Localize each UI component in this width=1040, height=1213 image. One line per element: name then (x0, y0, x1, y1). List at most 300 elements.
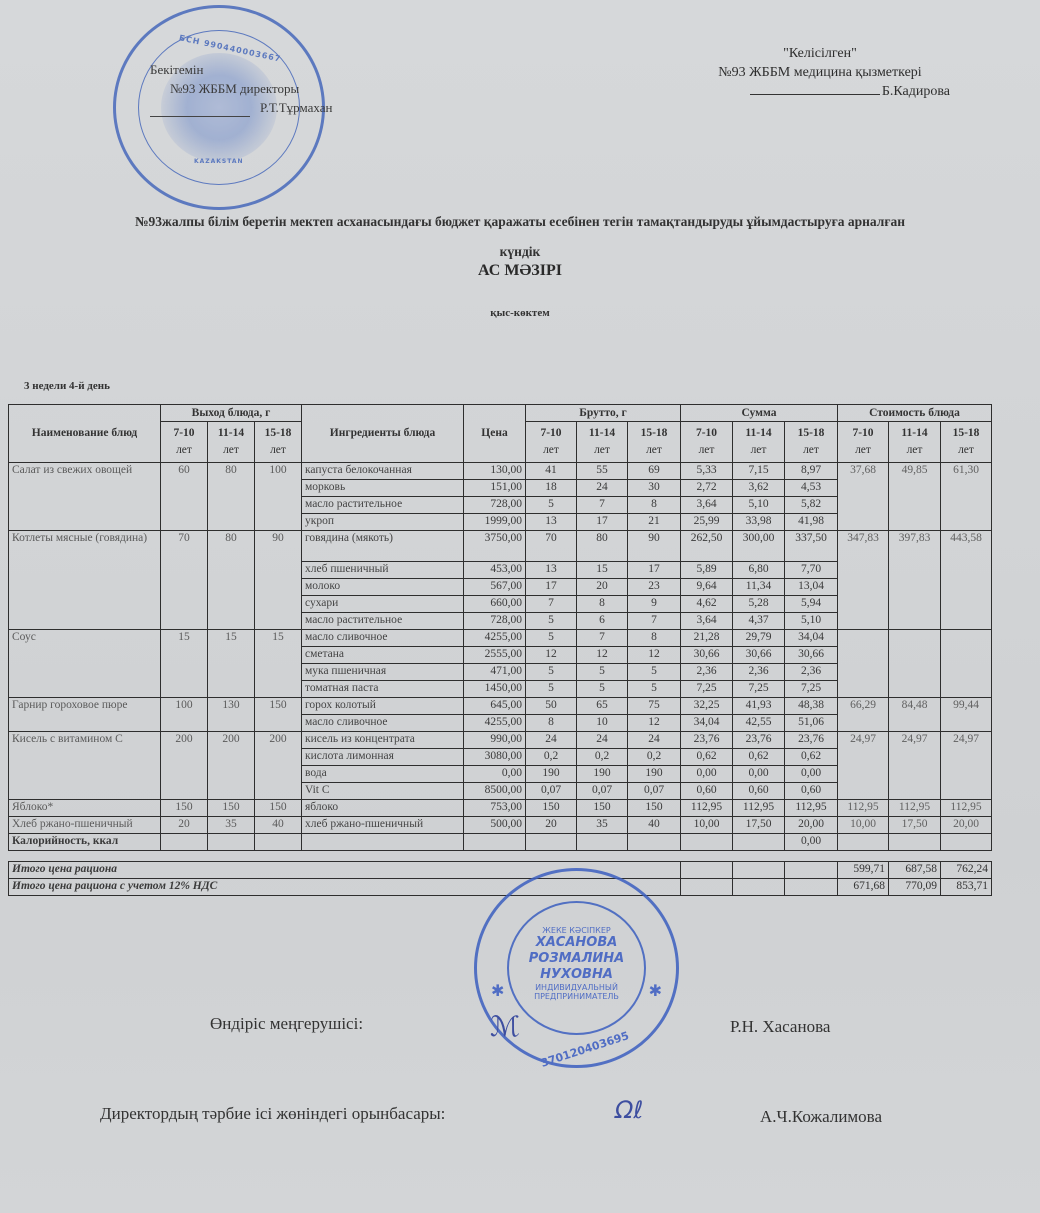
empty-cell (526, 834, 577, 851)
table-row (9, 800, 992, 817)
stamp-ip-line1: ЖЕКЕ КӘСІПКЕР (542, 926, 611, 935)
ingredient-name: капуста белокочанная (302, 463, 464, 480)
empty-cell (208, 834, 255, 851)
total-value: 599,71 (838, 862, 889, 879)
agreed-name: Б.Кадирова (881, 84, 950, 99)
age-group-header: 7-10 лет (526, 422, 577, 463)
age-group-header: 11-14 лет (577, 422, 628, 463)
ingredient-brutto: 13 (526, 514, 577, 531)
ingredient-brutto: 7 (628, 613, 681, 630)
ingredient-sum: 23,76 (733, 732, 785, 749)
ingredient-brutto: 90 (628, 531, 681, 562)
age-group-header: 15-18 лет (941, 422, 992, 463)
ingredient-brutto: 5 (526, 630, 577, 647)
ingredient-brutto: 30 (628, 480, 681, 497)
ingredient-name: укроп (302, 514, 464, 531)
ingredient-sum: 0,60 (733, 783, 785, 800)
ingredient-sum: 17,50 (733, 817, 785, 834)
total-label: Итого цена рациона (9, 862, 681, 879)
ingredient-brutto: 6 (577, 613, 628, 630)
ingredient-name: масло растительное (302, 613, 464, 630)
dish-cost: 347,83 (838, 531, 889, 630)
ingredient-brutto: 0,07 (628, 783, 681, 800)
ingredient-brutto: 5 (526, 497, 577, 514)
ingredient-brutto: 23 (628, 579, 681, 596)
ingredient-brutto: 12 (526, 647, 577, 664)
ingredient-brutto: 0,2 (628, 749, 681, 766)
ingredient-sum: 41,93 (733, 698, 785, 715)
ingredient-brutto: 0,07 (526, 783, 577, 800)
dish-yield: 130 (208, 698, 255, 732)
ingredient-name: сметана (302, 647, 464, 664)
ingredient-sum: 3,62 (733, 480, 785, 497)
dish-yield: 40 (255, 817, 302, 834)
ingredient-price: 3080,00 (464, 749, 526, 766)
ingredient-brutto: 0,2 (577, 749, 628, 766)
total-value: 762,24 (941, 862, 992, 879)
ingredient-brutto: 0,07 (577, 783, 628, 800)
ingredient-price: 990,00 (464, 732, 526, 749)
dish-yield: 70 (161, 531, 208, 630)
empty-cell (577, 834, 628, 851)
dish-cost: 24,97 (838, 732, 889, 800)
dish-cost: 112,95 (941, 800, 992, 817)
stamp-ip-line6: ПРЕДПРИНИМАТЕЛЬ (534, 992, 619, 1001)
empty-cell (733, 834, 785, 851)
empty-cell (255, 834, 302, 851)
table-row (9, 698, 992, 715)
stamp-bin: БСН 990440003667 (178, 33, 283, 64)
ingredient-sum: 23,76 (681, 732, 733, 749)
ingredient-sum: 51,06 (785, 715, 838, 732)
dish-name: Салат из свежих овощей (9, 463, 161, 531)
age-group-header: 7-10 лет (838, 422, 889, 463)
empty-cell (733, 862, 785, 879)
ingredient-sum: 300,00 (733, 531, 785, 562)
ingredient-brutto: 8 (628, 630, 681, 647)
table-row (9, 630, 992, 647)
ingredient-brutto: 80 (577, 531, 628, 562)
production-head-label: Өндіріс меңгерушісі: (210, 1014, 364, 1033)
ingredient-brutto: 24 (628, 732, 681, 749)
age-group-header: 15-18 лет (628, 422, 681, 463)
calories-label: Калорийность, ккал (9, 834, 161, 851)
ingredient-name: морковь (302, 480, 464, 497)
table-row (9, 531, 992, 562)
ingredient-sum: 34,04 (785, 630, 838, 647)
ingredient-brutto: 7 (526, 596, 577, 613)
ingredient-sum: 0,00 (785, 766, 838, 783)
empty-cell (161, 834, 208, 851)
agreed-position: №93 ЖББМ медицина қызметкері (718, 65, 922, 80)
ingredient-brutto: 150 (628, 800, 681, 817)
dish-cost: 17,50 (889, 817, 941, 834)
ingredient-price: 130,00 (464, 463, 526, 480)
dish-name: Кисель с витамином С (9, 732, 161, 800)
dish-yield: 150 (255, 698, 302, 732)
dish-name: Соус (9, 630, 161, 698)
ingredient-price: 1999,00 (464, 514, 526, 531)
ingredient-sum: 33,98 (733, 514, 785, 531)
ingredient-sum: 4,37 (733, 613, 785, 630)
dish-yield: 15 (255, 630, 302, 698)
ingredient-name: масло сливочное (302, 715, 464, 732)
ingredient-brutto: 17 (526, 579, 577, 596)
ingredient-sum: 112,95 (681, 800, 733, 817)
dish-cost: 66,29 (838, 698, 889, 732)
ingredient-brutto: 70 (526, 531, 577, 562)
ingredient-price: 728,00 (464, 613, 526, 630)
empty-cell (785, 879, 838, 896)
total-row (9, 862, 992, 879)
dish-cost: 37,68 (838, 463, 889, 531)
dish-cost: 112,95 (838, 800, 889, 817)
total-value: 687,58 (889, 862, 941, 879)
ingredient-name: кисель из концентрата (302, 732, 464, 749)
ingredient-sum: 25,99 (681, 514, 733, 531)
dish-cost: 112,95 (889, 800, 941, 817)
ingredient-price: 471,00 (464, 664, 526, 681)
table-row (9, 463, 992, 480)
ingredient-brutto: 5 (628, 681, 681, 698)
approval-line1: Бекітемін (150, 62, 204, 77)
ingredient-sum: 2,36 (681, 664, 733, 681)
ingredient-brutto: 40 (628, 817, 681, 834)
dish-cost: 61,30 (941, 463, 992, 531)
signature-scribble: Ωℓ (615, 1096, 644, 1124)
ingredient-sum: 11,34 (733, 579, 785, 596)
ingredient-name: говядина (мякоть) (302, 531, 464, 562)
ingredient-sum: 5,89 (681, 562, 733, 579)
ingredient-sum: 5,10 (785, 613, 838, 630)
ingredient-sum: 2,36 (733, 664, 785, 681)
ingredient-sum: 10,00 (681, 817, 733, 834)
dish-yield: 80 (208, 463, 255, 531)
ingredient-name: сухари (302, 596, 464, 613)
stamp-ip-line4: НУХОВНА (540, 967, 613, 982)
dish-cost: 397,83 (889, 531, 941, 630)
ingredient-sum: 20,00 (785, 817, 838, 834)
ingredient-price: 660,00 (464, 596, 526, 613)
col-ingredients: Ингредиенты блюда (302, 405, 464, 463)
age-group-header: 11-14 лет (733, 422, 785, 463)
ingredient-sum: 13,04 (785, 579, 838, 596)
ingredient-brutto: 10 (577, 715, 628, 732)
total-value: 770,09 (889, 879, 941, 896)
stamp-ip-line5: ИНДИВИДУАЛЬНЫЙ (535, 983, 618, 992)
ingredient-sum: 7,25 (785, 681, 838, 698)
ingredient-sum: 9,64 (681, 579, 733, 596)
ingredient-name: масло растительное (302, 497, 464, 514)
ingredient-name: вода (302, 766, 464, 783)
table-row (9, 732, 992, 749)
dish-yield: 15 (208, 630, 255, 698)
doc-title-line2: күндік (499, 244, 541, 259)
dish-cost: 443,58 (941, 531, 992, 630)
ingredient-brutto: 12 (628, 715, 681, 732)
ingredient-price: 567,00 (464, 579, 526, 596)
age-group-header: 7-10 лет (161, 422, 208, 463)
stamp-ip-line3: РОЗМАЛИНА (528, 951, 625, 966)
stamp-ip-line2: ХАСАНОВА (535, 935, 618, 950)
ingredient-brutto: 65 (577, 698, 628, 715)
age-group-header: 15-18 лет (255, 422, 302, 463)
approval-block (150, 60, 332, 117)
age-group-header: 7-10 лет (681, 422, 733, 463)
table-row (9, 817, 992, 834)
ingredient-sum: 5,28 (733, 596, 785, 613)
dish-yield: 20 (161, 817, 208, 834)
ingredient-name: горох колотый (302, 698, 464, 715)
ingredient-brutto: 50 (526, 698, 577, 715)
stamp-ip-number: 370120403695 (539, 1029, 631, 1070)
dish-cost: 24,97 (941, 732, 992, 800)
ingredient-price: 0,00 (464, 766, 526, 783)
ingredient-brutto: 7 (577, 497, 628, 514)
ingredient-price: 453,00 (464, 562, 526, 579)
ingredient-sum: 262,50 (681, 531, 733, 562)
ingredient-sum: 3,64 (681, 613, 733, 630)
ingredient-sum: 2,72 (681, 480, 733, 497)
ingredient-sum: 5,94 (785, 596, 838, 613)
dish-cost: 10,00 (838, 817, 889, 834)
ingredient-price: 728,00 (464, 497, 526, 514)
ingredient-price: 1450,00 (464, 681, 526, 698)
ingredient-brutto: 20 (577, 579, 628, 596)
ingredient-brutto: 190 (628, 766, 681, 783)
empty-cell (889, 834, 941, 851)
calories-row (9, 834, 992, 851)
ingredient-brutto: 8 (577, 596, 628, 613)
ingredient-brutto: 5 (526, 681, 577, 698)
ingredient-name: молоко (302, 579, 464, 596)
ingredient-brutto: 13 (526, 562, 577, 579)
ingredient-name: Vit C (302, 783, 464, 800)
ingredient-name: яблоко (302, 800, 464, 817)
ingredient-sum: 4,53 (785, 480, 838, 497)
total-row (9, 879, 992, 896)
ingredient-brutto: 9 (628, 596, 681, 613)
ingredient-brutto: 41 (526, 463, 577, 480)
ingredient-sum: 7,15 (733, 463, 785, 480)
season-label: қыс-көктем (490, 307, 550, 319)
dish-yield: 150 (161, 800, 208, 817)
dish-cost (838, 630, 889, 698)
dish-yield: 90 (255, 531, 302, 630)
ingredient-sum: 41,98 (785, 514, 838, 531)
ingredient-brutto: 190 (526, 766, 577, 783)
col-brutto: Брутто, г (526, 405, 681, 422)
ingredient-brutto: 8 (526, 715, 577, 732)
ingredient-brutto: 7 (577, 630, 628, 647)
star-icon: ✱ (491, 981, 505, 1000)
signature-scribble: ℳ (490, 1010, 520, 1043)
ingredient-sum: 32,25 (681, 698, 733, 715)
ingredient-price: 8500,00 (464, 783, 526, 800)
dish-yield: 200 (161, 732, 208, 800)
doc-title-line1: №93жалпы білім беретін мектеп асханасындағы бюджет қаражаты есебінен тегін тамақтандыруды ұйымдастыруға арналған (134, 214, 906, 229)
age-group-header: 11-14 лет (889, 422, 941, 463)
dish-yield: 200 (255, 732, 302, 800)
dish-cost: 84,48 (889, 698, 941, 732)
total-value: 853,71 (941, 879, 992, 896)
age-group-header: 15-18 лет (785, 422, 838, 463)
ingredient-sum: 30,66 (733, 647, 785, 664)
col-sum: Сумма (681, 405, 838, 422)
ingredient-price: 4255,00 (464, 715, 526, 732)
ingredient-brutto: 5 (526, 613, 577, 630)
dish-cost (941, 630, 992, 698)
ingredient-sum: 7,25 (733, 681, 785, 698)
production-head-name: Р.Н. Хасанова (730, 1017, 831, 1036)
ingredient-sum: 5,33 (681, 463, 733, 480)
week-day-label: 3 недели 4-й день (24, 380, 110, 392)
ingredient-sum: 34,04 (681, 715, 733, 732)
dish-yield: 80 (208, 531, 255, 630)
ingredient-sum: 3,64 (681, 497, 733, 514)
total-label: Итого цена рациона с учетом 12% НДС (9, 879, 681, 896)
empty-cell (733, 879, 785, 896)
ingredient-sum: 0,60 (681, 783, 733, 800)
dish-cost: 24,97 (889, 732, 941, 800)
ingredient-brutto: 24 (577, 732, 628, 749)
dish-cost: 49,85 (889, 463, 941, 531)
ingredient-brutto: 69 (628, 463, 681, 480)
star-icon: ✱ (648, 981, 662, 1000)
ingredient-brutto: 35 (577, 817, 628, 834)
empty-cell (941, 834, 992, 851)
ingredient-brutto: 12 (577, 647, 628, 664)
ingredient-price: 645,00 (464, 698, 526, 715)
approval-name: Р.Т.Тұрмахан (260, 100, 333, 115)
empty-cell (628, 834, 681, 851)
ingredient-brutto: 5 (577, 681, 628, 698)
ingredient-sum: 7,70 (785, 562, 838, 579)
ingredient-sum: 7,25 (681, 681, 733, 698)
ingredient-sum: 21,28 (681, 630, 733, 647)
empty-cell (464, 834, 526, 851)
empty-cell (838, 834, 889, 851)
empty-cell (785, 862, 838, 879)
ingredient-sum: 23,76 (785, 732, 838, 749)
ingredient-sum: 0,60 (785, 783, 838, 800)
deputy-label: Директордың тәрбие ісі жөніндегі орынбасары: (100, 1104, 446, 1123)
ingredient-brutto: 0,2 (526, 749, 577, 766)
col-cost: Стоимость блюда (838, 405, 992, 422)
menu-table (8, 404, 992, 896)
deputy-name: А.Ч.Кожалимова (760, 1107, 883, 1126)
empty-cell (681, 834, 733, 851)
ingredient-sum: 0,00 (733, 766, 785, 783)
ingredient-sum: 0,62 (785, 749, 838, 766)
dish-name: Гарнир гороховое пюре (9, 698, 161, 732)
ingredient-brutto: 5 (577, 664, 628, 681)
spacer-row (9, 851, 992, 862)
dish-cost: 20,00 (941, 817, 992, 834)
ingredient-sum: 337,50 (785, 531, 838, 562)
ingredient-brutto: 17 (577, 514, 628, 531)
ingredient-name: кислота лимонная (302, 749, 464, 766)
ingredient-price: 753,00 (464, 800, 526, 817)
ingredient-brutto: 190 (577, 766, 628, 783)
ingredient-brutto: 150 (577, 800, 628, 817)
empty-cell (681, 862, 733, 879)
ingredient-sum: 112,95 (785, 800, 838, 817)
ingredient-sum: 5,82 (785, 497, 838, 514)
dish-name: Хлеб ржано-пшеничный (9, 817, 161, 834)
dish-cost: 99,44 (941, 698, 992, 732)
ingredient-sum: 6,80 (733, 562, 785, 579)
dish-yield: 100 (161, 698, 208, 732)
dish-yield: 100 (255, 463, 302, 531)
dish-yield: 15 (161, 630, 208, 698)
spacer (9, 851, 992, 862)
ingredient-price: 151,00 (464, 480, 526, 497)
ingredient-brutto: 55 (577, 463, 628, 480)
stamp-emblem-text: KAZAKSTAN (194, 158, 244, 165)
calories-value: 0,00 (785, 834, 838, 851)
ingredient-brutto: 8 (628, 497, 681, 514)
ingredient-brutto: 21 (628, 514, 681, 531)
ingredient-price: 500,00 (464, 817, 526, 834)
ingredient-sum: 4,62 (681, 596, 733, 613)
ingredient-sum: 30,66 (681, 647, 733, 664)
ingredient-sum: 112,95 (733, 800, 785, 817)
ingredient-name: томатная паста (302, 681, 464, 698)
dish-yield: 200 (208, 732, 255, 800)
col-yield: Выход блюда, г (161, 405, 302, 422)
col-dish: Наименование блюд (9, 405, 161, 463)
ingredient-brutto: 20 (526, 817, 577, 834)
doc-title-main: АС МӘЗІРІ (478, 262, 562, 279)
ingredient-price: 3750,00 (464, 531, 526, 562)
ingredient-brutto: 15 (577, 562, 628, 579)
ingredient-sum: 0,62 (733, 749, 785, 766)
ingredient-sum: 0,62 (681, 749, 733, 766)
ingredient-brutto: 12 (628, 647, 681, 664)
dish-cost (889, 630, 941, 698)
ingredient-brutto: 18 (526, 480, 577, 497)
ingredient-name: хлеб пшеничный (302, 562, 464, 579)
dish-yield: 150 (255, 800, 302, 817)
ingredient-price: 4255,00 (464, 630, 526, 647)
ingredient-brutto: 24 (577, 480, 628, 497)
ingredient-brutto: 17 (628, 562, 681, 579)
dish-yield: 150 (208, 800, 255, 817)
ingredient-name: мука пшеничная (302, 664, 464, 681)
ingredient-name: масло сливочное (302, 630, 464, 647)
total-value: 671,68 (838, 879, 889, 896)
agreed-title: "Келісілген" (783, 46, 857, 61)
ingredient-sum: 2,36 (785, 664, 838, 681)
dish-yield: 60 (161, 463, 208, 531)
age-group-header: 11-14 лет (208, 422, 255, 463)
ingredient-sum: 42,55 (733, 715, 785, 732)
ingredient-sum: 5,10 (733, 497, 785, 514)
empty-cell (302, 834, 464, 851)
ingredient-name: хлеб ржано-пшеничный (302, 817, 464, 834)
ingredient-brutto: 75 (628, 698, 681, 715)
dish-name: Яблоко* (9, 800, 161, 817)
empty-cell (681, 879, 733, 896)
ingredient-sum: 0,00 (681, 766, 733, 783)
ingredient-brutto: 24 (526, 732, 577, 749)
dish-name: Котлеты мясные (говядина) (9, 531, 161, 630)
agreed-block (690, 44, 950, 101)
ingredient-brutto: 5 (628, 664, 681, 681)
ingredient-brutto: 5 (526, 664, 577, 681)
ingredient-sum: 30,66 (785, 647, 838, 664)
